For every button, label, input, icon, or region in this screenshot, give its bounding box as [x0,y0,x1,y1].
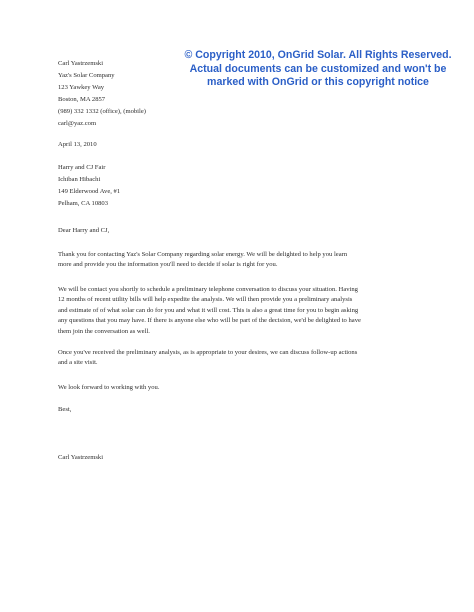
salutation [58,225,109,237]
paragraph-line: and estimate of of what solar can do for you and what it will cost. This is also a great time for you to begin asking [58,306,359,314]
paragraph-line: and a site visit. [58,359,98,367]
body-paragraph-3 [58,348,357,369]
closing-text: Best, [58,406,72,413]
sender-phones: (989) 332 1332 (office), (mobile) [58,108,146,115]
letter-date [58,139,97,151]
paragraph-line: Once you've received the preliminary analysis, as is appropriate to your desires, we can discuss follow-up actions [58,349,358,356]
paragraph-line: We will be contact you shortly to schedule a preliminary telephone conversation to discuss your situation. Having [58,286,358,293]
sender-name: Carl Yastrzemski [58,60,104,67]
paragraph-line: more and provide you the information you'll need to decide if solar is right for you. [58,261,278,269]
paragraph-line: any questions that you may have. If there is anyone else who will be part of the decision, we'd be delighted to have [58,317,361,325]
salutation-text: Dear Harry and CJ, [58,227,110,234]
sender-company: Yaz's Solar Company [58,72,115,79]
copyright-notice [168,49,468,90]
copyright-line: marked with OnGrid or this copyright notice [207,76,429,88]
body-paragraph-4 [58,383,159,393]
recipient-business: Ichiban Hibachi [58,176,101,183]
body-paragraph-2 [58,285,361,337]
sender-email: carl@yaz.com [58,120,97,127]
sender-block [58,58,146,130]
recipient-city-state-zip: Pelham, CA 10803 [58,200,109,207]
paragraph-line: 12 months of recent utility bills will help expedite the analysis. We will then provide you a preliminary analysis [58,296,353,304]
copyright-line: © Copyright 2010, OnGrid Solar. All Rights Reserved. [184,49,452,61]
date-text: April 13, 2010 [58,141,97,148]
recipient-street: 149 Elderwood Ave, #1 [58,188,121,195]
body-paragraph-1 [58,250,347,271]
closing [58,404,71,416]
signature [58,452,103,464]
recipient-names: Harry and CJ Fair [58,164,106,171]
paragraph-line: Thank you for contacting Yaz's Solar Company regarding solar energy. We will be delighted to help you learn [58,251,348,258]
paragraph-line: We look forward to working with you. [58,384,160,391]
paragraph-line: them join the conversation as well. [58,327,150,335]
sender-street: 123 Yawkey Way [58,84,105,91]
copyright-line: Actual documents can be customized and won't be [189,62,447,75]
signature-name: Carl Yastrzemski [58,454,104,461]
sender-city-state-zip: Boston, MA 2857 [58,96,106,103]
recipient-block [58,162,120,210]
